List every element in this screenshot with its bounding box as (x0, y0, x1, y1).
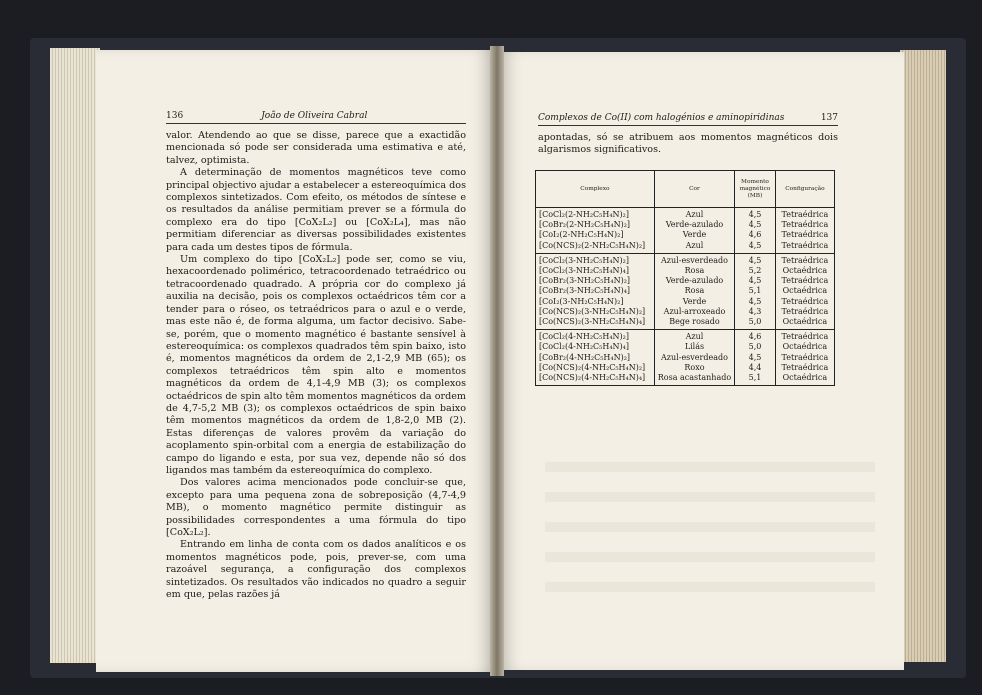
page-edges-left (50, 48, 100, 663)
column-header: Cor (654, 171, 734, 208)
cell-configuration: Tetraédrica (775, 253, 834, 266)
table-row (536, 317, 834, 330)
cell-complex: [CoBr₂(4-NH₂C₅H₄N)₂] (536, 353, 654, 363)
cell-configuration: Octaédrica (782, 266, 828, 276)
cell-complex: [CoI₂(3-NH₂C₅H₄N)₂] (536, 297, 654, 307)
cell-moment: 4,5 (735, 253, 776, 266)
table-row (536, 363, 834, 373)
table-row (536, 208, 834, 221)
cell-color: Rosa (654, 286, 734, 296)
cell-color: Verde (654, 230, 734, 240)
paragraph: Entrando em linha de conta com os dados analíticos e os momentos magnéticos pode, pois, prever-se, com uma razoável segurança, a configuração dos complexos sintetizados. Os resultados vão indicados no quadro a seguir em que, pelas razões já (166, 539, 466, 601)
left-running-title: João de Oliveira Cabral (261, 111, 368, 121)
cell-complex: [CoCl₂(2-NH₂C₅H₄N)₂] (536, 208, 654, 221)
cell-complex: [CoCl₂(4-NH₂C₅H₄N)₂] (536, 330, 654, 343)
cell-configuration: Tetraédrica (781, 276, 829, 286)
table-row (536, 286, 834, 296)
cell-color: Azul (654, 208, 734, 221)
right-running-title: Complexos de Co(II) com halogénios e aminopiridinas (538, 113, 785, 123)
cell-complex: [Co(NCS)₂(2-NH₂C₅H₄N)₂] (536, 241, 654, 254)
table-row (536, 241, 834, 254)
left-body-text (166, 130, 466, 601)
cell-color: Azul (654, 241, 734, 254)
table-row (536, 330, 834, 343)
cell-color: Verde-azulado (654, 220, 734, 230)
cell-configuration: Octaédrica (782, 342, 828, 352)
cell-complex: [CoCl₂(3-NH₂C₅H₄N)₂] (536, 253, 654, 266)
cell-configuration: Octaédrica (782, 317, 828, 327)
table-row (536, 230, 834, 240)
cell-complex: [CoBr₂(3-NH₂C₅H₄N)₄] (536, 286, 654, 296)
column-header: Configuração (775, 171, 834, 208)
complex-table (535, 170, 835, 386)
table-group (536, 253, 834, 329)
cell-configuration: Tetraédrica (775, 330, 834, 343)
cell-moment: 4,5 (735, 297, 776, 307)
table-row (536, 373, 834, 385)
cell-complex: [CoBr₂(3-NH₂C₅H₄N)₂] (536, 276, 654, 286)
table-group (536, 330, 834, 386)
table-row (536, 253, 834, 266)
paragraph: A determinação de momentos magnéticos teve como principal objectivo ajudar a estabelecer a estereoquímica dos complexos sintetizados. Com efeito, os métodos de síntese e os resultados da análise permitiam prever se a fórmula do complexo era do tipo [CoX₂L₂] ou [CoX₂L₄], mas não permitiam diferenciar as diversas possibilidades existentes para cada um destes tipos de fórmula. (166, 167, 466, 253)
cell-moment: 4,4 (735, 363, 776, 373)
paragraph: Um complexo do tipo [CoX₂L₂] pode ser, como se viu, hexacoordenado polimérico, tetracoordenado tetraédrico ou tetracoordenado quadrado. A própria cor do complexo já auxilia na decisão, pois os complexos octaédricos têm cor a tender para o róseo, os tetraédricos para o azul e o verde, mas este não é, de forma alguma, um factor decisivo. Sabe-se, porém, que o momento magnético é bastante sensível à estereoquímica: os complexos quadrados têm spin baixo, isto é, momentos magnéticos da ordem de 2,1-2,9 MB (65); os complexos tetraédricos têm spin alto e momentos magnéticos da ordem de 4,1-4,9 MB (3); os complexos octaédricos de spin alto têm momentos magnéticos da ordem de 4,7-5,2 MB (3); os complexos octaédricos de spin baixo têm momentos magnéticos da ordem de 1,8-2,0 MB (2). Estas diferenças de valores provêm da variação do acoplamento spin-orbital com a energia de estabilização do campo do ligando e esta, por sua vez, depende não só dos ligandos mas também da estereoquímica do complexo. (166, 254, 466, 476)
paragraph: valor. Atendendo ao que se disse, parece que a exactidão mencionada só pode ser considerada uma estimativa e até, talvez, optimista. (166, 130, 466, 166)
book-gutter (490, 46, 504, 676)
table-header-row (536, 171, 834, 208)
cell-color: Rosa acastanhado (654, 373, 734, 385)
cell-moment: 4,5 (735, 276, 776, 286)
cell-configuration: Tetraédrica (781, 296, 829, 306)
cell-moment: 4,6 (735, 330, 776, 343)
table-row (536, 266, 834, 276)
right-page (500, 52, 904, 670)
table-row (536, 342, 834, 352)
bleed-through-line (545, 552, 875, 562)
cell-configuration: Tetraédrica (781, 220, 829, 230)
cell-color: Azul-arroxeado (654, 307, 734, 317)
paragraph: apontadas, só se atribuem aos momentos magnéticos dois algarismos significativos. (538, 132, 838, 156)
cell-moment: 4,5 (735, 220, 776, 230)
left-running-head (166, 107, 466, 124)
cell-color: Azul-esverdeado (654, 353, 734, 363)
page-edges-right (900, 50, 946, 662)
cell-color: Azul (654, 330, 734, 343)
table-group (536, 208, 834, 254)
cell-color: Rosa (654, 266, 734, 276)
cell-moment: 5,0 (735, 317, 776, 330)
left-page (96, 50, 494, 672)
left-page-number: 136 (166, 111, 184, 121)
cell-moment: 4,6 (735, 230, 776, 240)
cell-color: Verde-azulado (654, 276, 734, 286)
cell-configuration: Tetraédrica (781, 362, 829, 372)
cell-color: Lilás (654, 342, 734, 352)
cell-color: Bege rosado (654, 317, 734, 330)
table-row (536, 353, 834, 363)
right-body-text (538, 132, 838, 157)
right-page-number: 137 (820, 113, 838, 123)
cell-configuration: Tetraédrica (781, 230, 829, 240)
cell-moment: 5,1 (735, 373, 776, 385)
cell-configuration: Tetraédrica (781, 210, 829, 219)
cell-moment: 4,5 (735, 241, 776, 254)
bleed-through-line (545, 582, 875, 592)
bleed-through-line (545, 522, 875, 532)
cell-configuration: Tetraédrica (781, 306, 829, 316)
table-row (536, 297, 834, 307)
right-running-head (538, 109, 838, 126)
cell-complex: [CoI₂(2-NH₂C₅H₄N)₂] (536, 230, 654, 240)
cell-moment: 4,3 (735, 307, 776, 317)
table-row (536, 276, 834, 286)
cell-complex: [Co(NCS)₂(4-NH₂C₅H₄N)₄] (536, 373, 654, 385)
bleed-through-line (545, 492, 875, 502)
cell-configuration: Tetraédrica (781, 240, 829, 250)
cell-moment: 5,0 (735, 342, 776, 352)
cell-complex: [Co(NCS)₂(4-NH₂C₅H₄N)₂] (536, 363, 654, 373)
cell-moment: 4,5 (735, 353, 776, 363)
cell-configuration: Octaédrica (782, 286, 828, 296)
bleed-through-line (545, 462, 875, 472)
cell-moment: 4,5 (735, 208, 776, 221)
cell-color: Roxo (654, 363, 734, 373)
cell-complex: [Co(NCS)₂(3-NH₂C₅H₄N)₂] (536, 307, 654, 317)
cell-color: Verde (654, 297, 734, 307)
cell-complex: [CoCl₂(4-NH₂C₅H₄N)₄] (536, 342, 654, 352)
table-row (536, 307, 834, 317)
cell-complex: [CoBr₂(2-NH₂C₅H₄N)₂] (536, 220, 654, 230)
table-row (536, 220, 834, 230)
cell-complex: [CoCl₂(3-NH₂C₅H₄N)₄] (536, 266, 654, 276)
cell-moment: 5,2 (735, 266, 776, 276)
cell-complex: [Co(NCS)₂(3-NH₂C₅H₄N)₄] (536, 317, 654, 330)
paragraph: Dos valores acima mencionados pode concluir-se que, excepto para uma pequena zona de sobreposição (4,7-4,9 MB), o momento magnético permite distinguir as possibilidades correspondentes a uma fórmula do tipo [CoX₂L₂]. (166, 477, 466, 538)
cell-configuration: Tetraédrica (781, 352, 829, 362)
cell-configuration: Octaédrica (782, 373, 828, 383)
cell-moment: 5,1 (735, 286, 776, 296)
column-header: Momento magnético (MB) (735, 171, 776, 208)
column-header: Complexo (536, 171, 654, 208)
cell-color: Azul-esverdeado (654, 253, 734, 266)
